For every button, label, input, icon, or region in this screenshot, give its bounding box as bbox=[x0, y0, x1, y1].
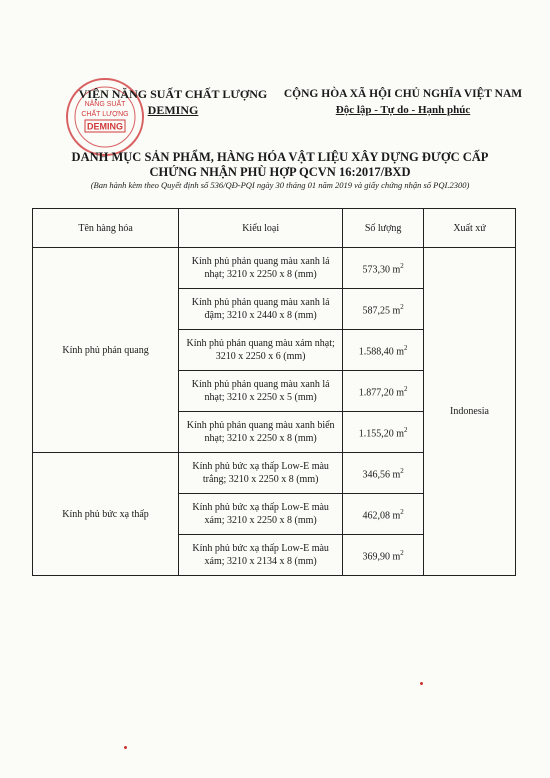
group-name: Kính phủ phản quang bbox=[33, 248, 179, 453]
unit-exponent: 2 bbox=[400, 466, 404, 475]
motto-part-3: Hạnh phúc bbox=[417, 104, 471, 116]
motto-part-1: Độc lập bbox=[335, 104, 372, 116]
model-cell: Kính phủ phản quang màu xanh lá đậm; 3210 x 2440 x 8 (mm) bbox=[179, 289, 343, 330]
org-name: VIỆN NĂNG SUẤT CHẤT LƯỢNG bbox=[78, 87, 268, 101]
unit: m bbox=[392, 551, 401, 563]
stamp-name: DEMING bbox=[87, 121, 123, 132]
quantity-cell bbox=[343, 494, 424, 535]
unit-exponent: 2 bbox=[400, 302, 404, 311]
document-subtitle: (Ban hành kèm theo Quyết định số 536/QĐ-PQI ngày 30 tháng 01 năm 2019 và giấy chứng nhận số PQI.2300) bbox=[90, 180, 470, 190]
model-cell: Kính phủ phản quang màu xanh biển nhạt; 3210 x 2250 x 8 (mm) bbox=[179, 412, 343, 453]
origin-cell: Indonesia bbox=[424, 248, 516, 576]
model-cell: Kính phủ bức xạ thấp Low-E màu xám; 3210 x 2250 x 8 (mm) bbox=[179, 494, 343, 535]
stamp-mid-text: CHẤT LƯỢNG bbox=[81, 111, 129, 118]
unit-exponent: 2 bbox=[400, 548, 404, 557]
motto-part-2: Tự do bbox=[380, 104, 409, 116]
model-cell: Kính phủ bức xạ thấp Low-E màu trắng; 3210 x 2250 x 8 (mm) bbox=[179, 453, 343, 494]
quantity-cell bbox=[343, 248, 424, 289]
quantity-value: 1.155,20 bbox=[358, 428, 394, 440]
republic-motto bbox=[278, 102, 528, 118]
unit: m bbox=[392, 469, 401, 481]
unit-exponent: 2 bbox=[400, 261, 404, 270]
quantity-cell bbox=[343, 371, 424, 412]
quantity-cell bbox=[343, 289, 424, 330]
header-product-name: Tên hàng hóa bbox=[33, 209, 179, 248]
quantity-value: 1.588,40 bbox=[358, 346, 394, 358]
bleed-through-text bbox=[120, 32, 123, 44]
republic-header bbox=[278, 86, 528, 118]
header-model: Kiểu loại bbox=[179, 209, 343, 248]
quantity-cell bbox=[343, 412, 424, 453]
model-cell: Kính phủ bức xạ thấp Low-E màu xám; 3210 x 2134 x 8 (mm) bbox=[179, 535, 343, 576]
republic-title: CỘNG HÒA XÃ HỘI CHỦ NGHĨA VIỆT NAM bbox=[283, 88, 523, 100]
quantity-cell bbox=[343, 535, 424, 576]
header-origin: Xuất xứ bbox=[424, 209, 516, 248]
quantity-value: 587,25 bbox=[362, 305, 390, 317]
unit-exponent: 2 bbox=[403, 343, 408, 352]
org-header bbox=[78, 86, 268, 118]
model-cell: Kính phủ phản quang màu xám nhạt; 3210 x 2250 x 6 (mm) bbox=[179, 330, 343, 371]
unit-exponent: 2 bbox=[403, 425, 408, 434]
motto-sep-2: - bbox=[408, 104, 418, 116]
quantity-cell bbox=[343, 330, 424, 371]
ink-speck bbox=[124, 746, 127, 749]
motto-sep-1: - bbox=[371, 104, 381, 116]
quantity-cell bbox=[343, 453, 424, 494]
document-title bbox=[40, 150, 520, 180]
stamp-top-text: NĂNG SUẤT bbox=[84, 101, 126, 108]
product-table bbox=[32, 208, 516, 576]
quantity-value: 1.877,20 bbox=[358, 387, 394, 399]
model-cell: Kính phủ phản quang màu xanh lá nhạt; 3210 x 2250 x 5 (mm) bbox=[179, 371, 343, 412]
table-row bbox=[33, 248, 516, 289]
ink-speck bbox=[420, 682, 423, 685]
table-header-row bbox=[33, 209, 516, 248]
quantity-value: 462,08 bbox=[362, 510, 390, 522]
unit: m bbox=[392, 510, 401, 522]
unit: m bbox=[396, 387, 404, 399]
model-cell: Kính phủ phản quang màu xanh lá nhạt; 3210 x 2250 x 8 (mm) bbox=[179, 248, 343, 289]
group-name: Kính phủ bức xạ thấp bbox=[33, 453, 179, 576]
quantity-value: 346,56 bbox=[362, 469, 390, 481]
unit: m bbox=[396, 428, 404, 440]
unit: m bbox=[392, 305, 401, 317]
unit: m bbox=[396, 346, 404, 358]
unit: m bbox=[392, 264, 401, 276]
org-name-line2: DEMING bbox=[147, 103, 199, 117]
unit-exponent: 2 bbox=[403, 384, 408, 393]
quantity-value: 573,30 bbox=[362, 264, 390, 276]
header-quantity: Số lượng bbox=[343, 209, 424, 248]
unit-exponent: 2 bbox=[400, 507, 404, 516]
title-line-2: CHỨNG NHẬN PHÙ HỢP QCVN 16:2017/BXD bbox=[149, 165, 411, 179]
quantity-value: 369,90 bbox=[362, 551, 390, 563]
title-line-1: DANH MỤC SẢN PHẨM, HÀNG HÓA VẬT LIỆU XÂY DỰNG ĐƯỢC CẤP bbox=[71, 150, 489, 164]
